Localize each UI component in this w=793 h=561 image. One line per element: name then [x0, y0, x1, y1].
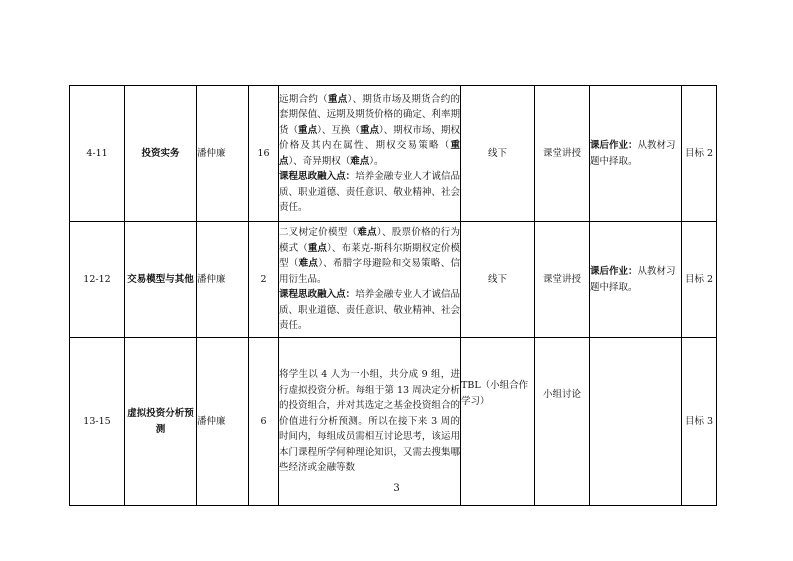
weeks-cell: 12-12	[70, 222, 125, 338]
homework-label: 课后作业：	[590, 266, 638, 277]
content-segment: ）、期权市场、期权价格及其内在属性、期权交易策略（	[279, 124, 460, 151]
key-marker: 难点	[298, 258, 319, 270]
key-marker: 重点	[327, 93, 348, 105]
weeks-cell: 4-11	[70, 86, 125, 222]
key-marker: 重点	[359, 124, 380, 136]
content-cell	[279, 86, 461, 222]
content-segment: 远期合约（	[279, 93, 328, 105]
content-segment: ）、期货市场及期货合约的套期保值、远期及期货价格的确定、利率期货（	[279, 93, 460, 136]
ideology-point	[279, 287, 460, 334]
method-cell: 课堂讲授	[535, 86, 590, 222]
content-cell	[279, 222, 461, 338]
mode-cell: 线下	[461, 222, 535, 338]
content-text	[279, 367, 460, 476]
content-segment: ）、奇异期权（	[288, 155, 351, 167]
ideology-text: 培养金融专业人才诚信品质、职业道德、责任意识、敬业精神、社会责任。	[279, 289, 460, 332]
content-segment: ）、希腊字母避险和交易策略、信用衍生品。	[279, 258, 460, 285]
goal-cell: 目标 3	[682, 338, 717, 506]
key-marker: 难点	[357, 227, 377, 239]
topic-cell: 虚拟投资分析预测	[125, 338, 197, 506]
homework-cell	[590, 86, 682, 222]
content-segment: ）、布莱克-斯科尔斯期权定价模型（	[279, 242, 460, 270]
ideology-text: 培养金融专业人才诚信品质、职业道德、责任意识、敬业精神、社会责任。	[279, 171, 460, 213]
hours-cell: 16	[249, 86, 279, 222]
weeks-cell: 13-15	[70, 338, 125, 506]
mode-cell: 线下	[461, 86, 535, 222]
method-cell: 小组讨论	[535, 338, 590, 506]
content-segment: 二叉树定价模型（	[279, 227, 358, 239]
page-number: 3	[393, 483, 400, 494]
ideology-point	[279, 169, 460, 216]
goal-cell: 目标 2	[682, 222, 717, 338]
homework-label: 课后作业：	[590, 140, 638, 151]
content-segment: ）。	[369, 155, 384, 167]
content-text	[279, 92, 460, 170]
hours-cell: 2	[249, 222, 279, 338]
method-cell: 课堂讲授	[535, 222, 590, 338]
course-schedule-table	[69, 85, 717, 506]
table-row	[70, 86, 717, 222]
homework-cell	[590, 222, 682, 338]
content-segment: 将学生以 4 人为一小组，共分成 9 组，进行虚拟投资分析。每组于第 13 周决定分析的投资组合，并对其选定之基金投资组合的价值进行分析预测。所以在接下来 3 周的时间内，每组成员需相互讨论思考，该运用本门课程所学何种理论知识，又需去搜集哪些经济或金融等数	[279, 369, 460, 474]
content-segment: ）、股票价格的行为模式（	[279, 227, 460, 254]
teacher-cell: 潘仲廉	[197, 338, 249, 506]
key-marker: 重点	[298, 124, 318, 136]
table-row	[70, 338, 717, 506]
content-text	[279, 225, 460, 287]
mode-cell: TBL（小组合作学习）	[461, 338, 535, 506]
content-cell	[279, 338, 461, 506]
key-marker: 难点	[350, 155, 370, 167]
topic-cell: 投资实务	[125, 86, 197, 222]
homework-cell	[590, 338, 682, 506]
homework-text: 从教材习题中择取。	[590, 266, 676, 293]
teacher-cell: 潘仲廉	[197, 86, 249, 222]
ideology-label: 课程思政融入点：	[279, 289, 356, 301]
topic-cell: 交易模型与其他	[125, 222, 197, 338]
hours-cell: 6	[249, 338, 279, 506]
content-segment: ）、互换（	[317, 124, 360, 136]
teacher-cell: 潘仲廉	[197, 222, 249, 338]
key-marker: 重点	[307, 242, 328, 254]
goal-cell: 目标 2	[682, 86, 717, 222]
ideology-label: 课程思政融入点：	[279, 171, 356, 182]
key-marker: 重点	[279, 140, 460, 167]
table-row	[70, 222, 717, 338]
homework-text: 从教材习题中择取。	[590, 140, 676, 167]
